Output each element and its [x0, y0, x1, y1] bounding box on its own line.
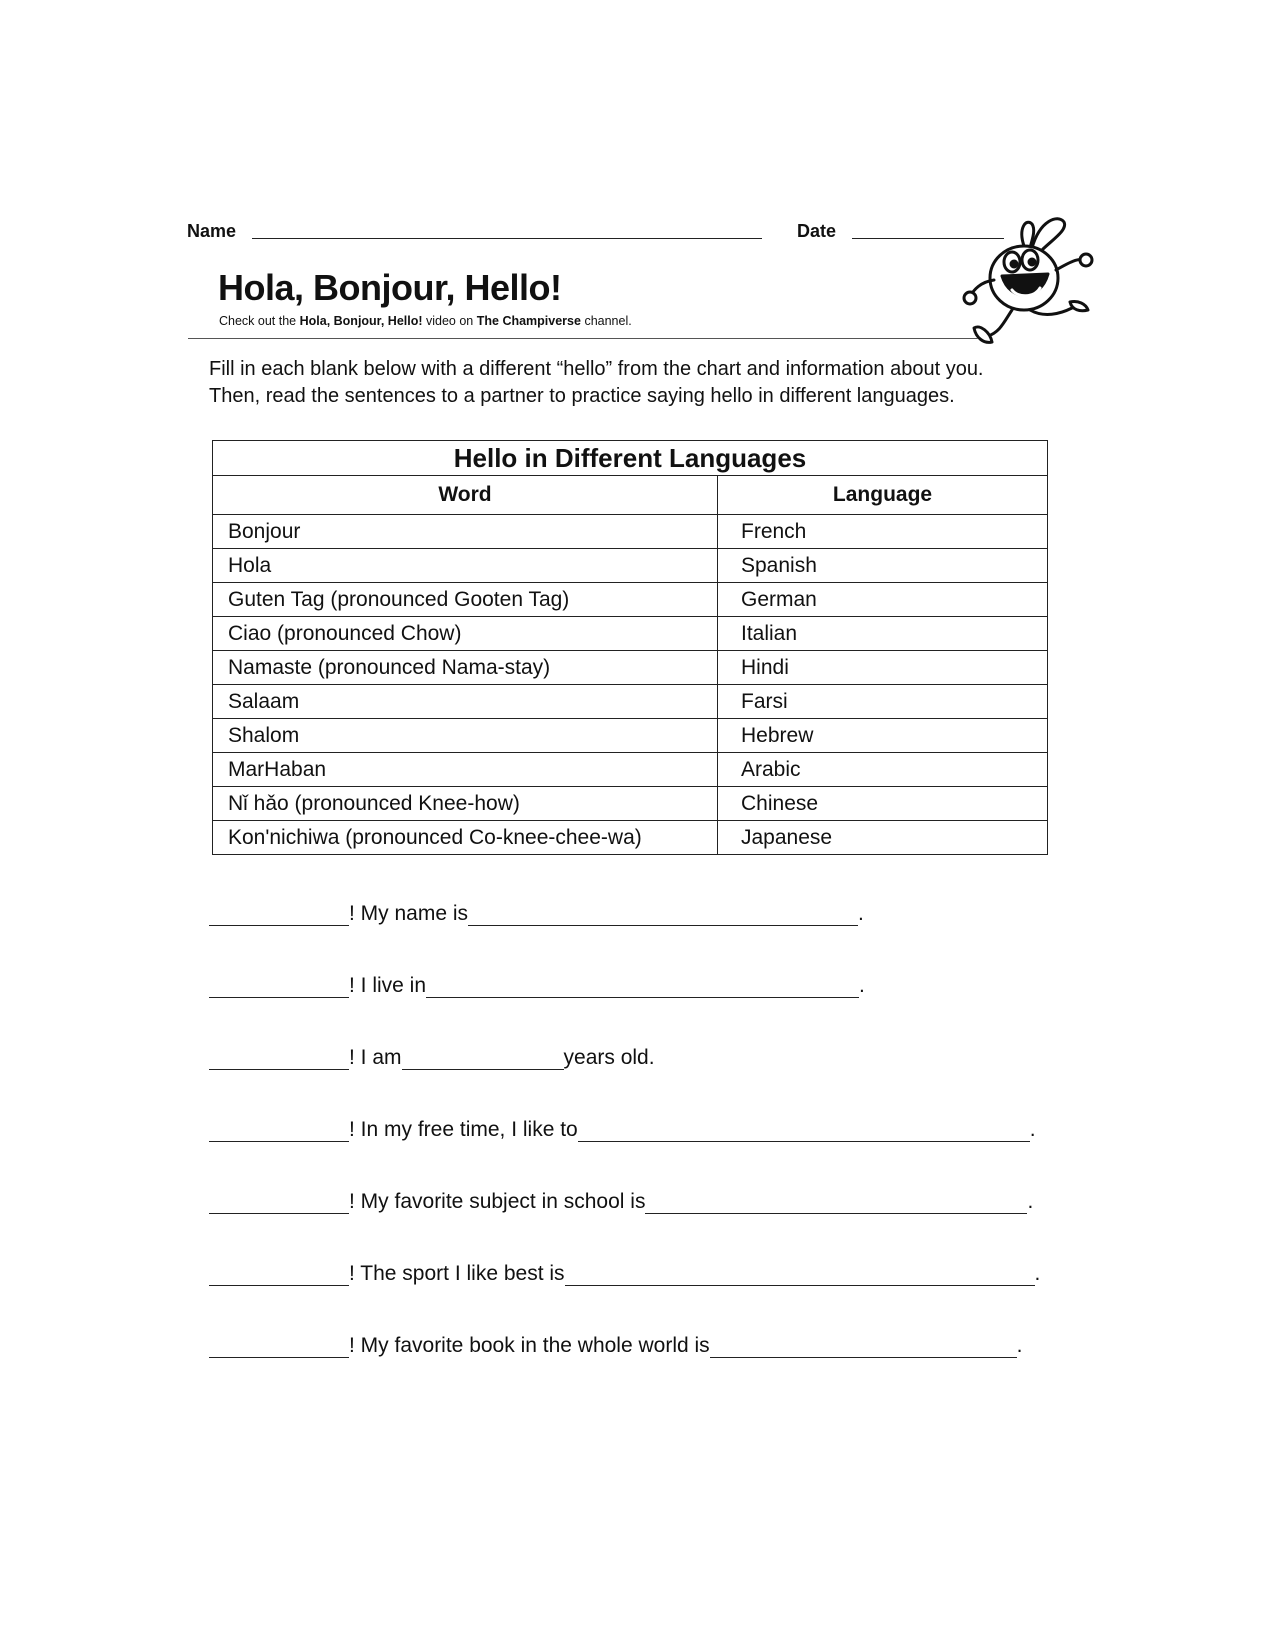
- language-cell: Japanese: [718, 821, 1048, 855]
- mascot-illustration: [960, 210, 1100, 358]
- word-cell: Namaste (pronounced Nama-stay): [213, 651, 718, 685]
- table-row: [213, 617, 1048, 651]
- word-cell: Guten Tag (pronounced Gooten Tag): [213, 583, 718, 617]
- table-row: [213, 787, 1048, 821]
- answer-blank[interactable]: [645, 1191, 1027, 1214]
- sentence-end: .: [1027, 1190, 1034, 1213]
- table-row: [213, 549, 1048, 583]
- sentence-text: ! The sport I like best is: [349, 1262, 565, 1285]
- hello-blank[interactable]: [209, 1047, 349, 1070]
- sentence-end: .: [1016, 1334, 1023, 1357]
- hello-blank[interactable]: [209, 1263, 349, 1286]
- subtitle-suffix: channel.: [580, 314, 632, 328]
- answer-blank[interactable]: [565, 1263, 1035, 1286]
- word-cell: Nǐ hǎo (pronounced Knee-how): [213, 787, 718, 821]
- table-caption: Hello in Different Languages: [213, 441, 1048, 476]
- word-cell: Bonjour: [213, 515, 718, 549]
- answer-blank[interactable]: [578, 1119, 1030, 1142]
- word-cell: Salaam: [213, 685, 718, 719]
- word-cell: Kon'nichiwa (pronounced Co-knee-chee-wa): [213, 821, 718, 855]
- hello-blank[interactable]: [209, 1191, 349, 1214]
- table-row: [213, 685, 1048, 719]
- date-label: Date: [797, 221, 837, 241]
- table-row: [213, 651, 1048, 685]
- hello-blank[interactable]: [209, 1335, 349, 1358]
- language-cell: Arabic: [718, 753, 1048, 787]
- language-cell: Hindi: [718, 651, 1048, 685]
- sentence-text: ! My name is: [349, 902, 469, 925]
- sentence-free-time: [209, 1112, 1036, 1142]
- sentence-end: .: [859, 974, 865, 997]
- language-cell: Farsi: [718, 685, 1048, 719]
- answer-blank[interactable]: [710, 1335, 1017, 1358]
- sentence-text: ! My favorite subject in school is: [349, 1190, 646, 1213]
- sentence-text: ! I am: [349, 1046, 402, 1069]
- instructions: [209, 356, 1109, 410]
- language-cell: German: [718, 583, 1048, 617]
- table-row: [213, 515, 1048, 549]
- worksheet-title: Hola, Bonjour, Hello!: [218, 267, 562, 308]
- sentence-end: .: [858, 902, 864, 925]
- sentence-end: .: [1029, 1118, 1036, 1141]
- language-cell: Spanish: [718, 549, 1048, 583]
- word-cell: Ciao (pronounced Chow): [213, 617, 718, 651]
- answer-blank[interactable]: [426, 975, 859, 998]
- sentence-text: ! I live in: [349, 974, 427, 997]
- hello-blank[interactable]: [209, 975, 349, 998]
- sentence-name: [209, 896, 864, 926]
- worksheet-subtitle: [219, 314, 632, 328]
- subtitle-channel-name: The Champiverse: [476, 314, 581, 328]
- sentence-book: [209, 1328, 1023, 1358]
- hello-blank[interactable]: [209, 1119, 349, 1142]
- subtitle-video-name: Hola, Bonjour, Hello!: [299, 314, 423, 328]
- sentence-sport: [209, 1256, 1040, 1286]
- table-row: [213, 753, 1048, 787]
- table-row: [213, 583, 1048, 617]
- table-row: [213, 821, 1048, 855]
- table-row: [213, 719, 1048, 753]
- sentence-text: ! In my free time, I like to: [349, 1118, 578, 1141]
- answer-blank[interactable]: [468, 903, 858, 926]
- sentence-live: [209, 968, 865, 998]
- sentence-age: [209, 1040, 655, 1070]
- sentence-text: ! My favorite book in the whole world is: [349, 1334, 710, 1357]
- word-cell: MarHaban: [213, 753, 718, 787]
- instructions-line-1: Fill in each blank below with a different “hello” from the chart and information about you.: [209, 358, 984, 380]
- hello-languages-table: [212, 440, 1048, 855]
- instructions-line-2: Then, read the sentences to a partner to practice saying hello in different languages.: [209, 385, 955, 407]
- sentence-end: .: [1034, 1262, 1041, 1285]
- sentence-subject: [209, 1184, 1033, 1214]
- hello-blank[interactable]: [209, 903, 349, 926]
- subtitle-mid: video on: [422, 314, 477, 328]
- name-label: Name: [187, 221, 237, 241]
- column-header-word: Word: [213, 476, 718, 515]
- title-divider: [188, 338, 978, 339]
- language-cell: Hebrew: [718, 719, 1048, 753]
- subtitle-prefix: Check out the: [219, 314, 300, 328]
- column-header-language: Language: [718, 476, 1048, 515]
- answer-blank[interactable]: [402, 1047, 564, 1070]
- word-cell: Hola: [213, 549, 718, 583]
- sentence-end: years old.: [563, 1046, 655, 1069]
- word-cell: Shalom: [213, 719, 718, 753]
- language-cell: Chinese: [718, 787, 1048, 821]
- name-field[interactable]: [252, 238, 762, 239]
- language-cell: Italian: [718, 617, 1048, 651]
- language-cell: French: [718, 515, 1048, 549]
